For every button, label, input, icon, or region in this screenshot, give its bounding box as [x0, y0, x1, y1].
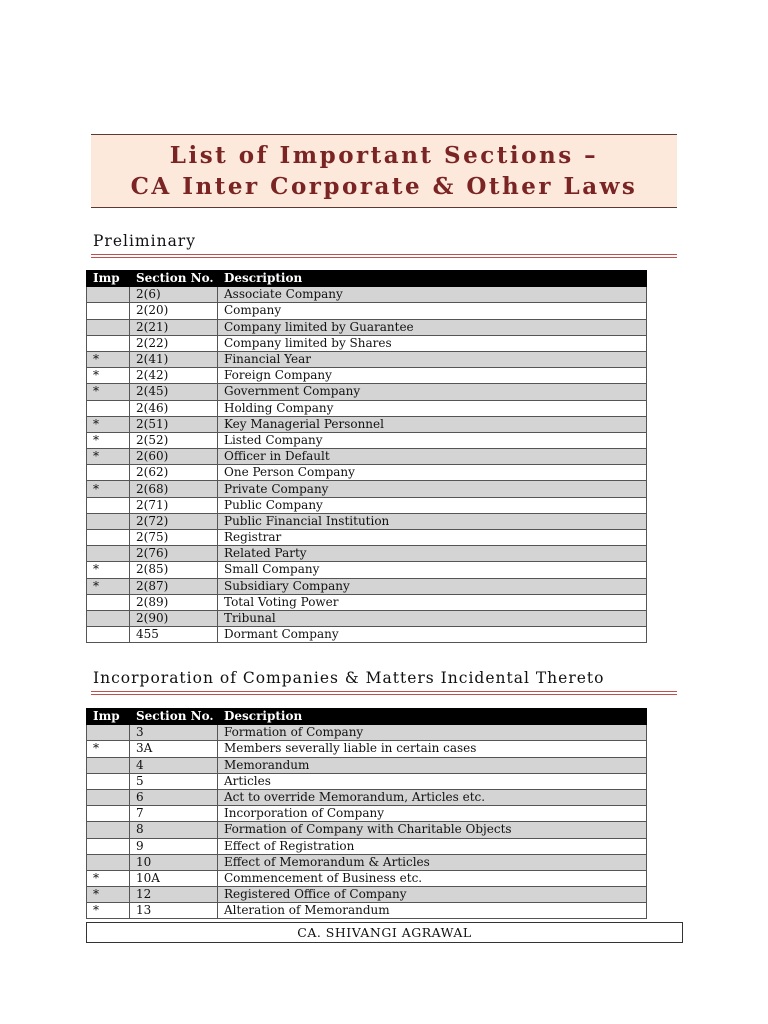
imp-cell	[87, 854, 130, 870]
section-number-cell: 2(75)	[130, 530, 218, 546]
section-number-cell: 2(71)	[130, 497, 218, 513]
description-cell: Formation of Company with Charitable Objects	[218, 822, 647, 838]
description-cell: Key Managerial Personnel	[218, 416, 647, 432]
description-cell: Total Voting Power	[218, 594, 647, 610]
description-cell: Registrar	[218, 530, 647, 546]
table-row	[87, 384, 647, 400]
section-number-cell: 5	[130, 773, 218, 789]
table-row	[87, 725, 647, 741]
table-row	[87, 497, 647, 513]
description-cell: Incorporation of Company	[218, 806, 647, 822]
section-number-cell: 2(52)	[130, 432, 218, 448]
section-number-cell: 2(41)	[130, 351, 218, 367]
table-row	[87, 546, 647, 562]
description-cell: One Person Company	[218, 465, 647, 481]
section-number-cell: 455	[130, 627, 218, 643]
description-cell: Foreign Company	[218, 368, 647, 384]
table-row	[87, 773, 647, 789]
sections-table-incorporation	[86, 708, 647, 919]
column-header-section: Section No.	[130, 271, 218, 287]
column-header-description: Description	[218, 271, 647, 287]
section-number-cell: 2(60)	[130, 449, 218, 465]
description-cell: Formation of Company	[218, 725, 647, 741]
author-footer: CA. SHIVANGI AGRAWAL	[86, 922, 683, 943]
table-header-row	[87, 709, 647, 725]
description-cell: Dormant Company	[218, 627, 647, 643]
imp-cell	[87, 725, 130, 741]
table-row	[87, 513, 647, 529]
section-number-cell: 2(21)	[130, 319, 218, 335]
section-number-cell: 2(90)	[130, 610, 218, 626]
section-number-cell: 6	[130, 789, 218, 805]
table-row	[87, 319, 647, 335]
page-title-line-2: CA Inter Corporate & Other Laws	[130, 173, 638, 200]
description-cell: Subsidiary Company	[218, 578, 647, 594]
section-number-cell: 3	[130, 725, 218, 741]
section-number-cell: 2(22)	[130, 335, 218, 351]
imp-cell	[87, 838, 130, 854]
description-cell: Government Company	[218, 384, 647, 400]
imp-cell	[87, 287, 130, 303]
description-cell: Company	[218, 303, 647, 319]
description-cell: Memorandum	[218, 757, 647, 773]
imp-cell: *	[87, 481, 130, 497]
description-cell: Effect of Registration	[218, 838, 647, 854]
section-number-cell: 4	[130, 757, 218, 773]
section-number-cell: 2(51)	[130, 416, 218, 432]
imp-cell	[87, 610, 130, 626]
imp-cell	[87, 513, 130, 529]
description-cell: Related Party	[218, 546, 647, 562]
imp-cell: *	[87, 870, 130, 886]
section-number-cell: 2(6)	[130, 287, 218, 303]
section-number-cell: 10	[130, 854, 218, 870]
table-row	[87, 562, 647, 578]
table-row	[87, 854, 647, 870]
description-cell: Alteration of Memorandum	[218, 903, 647, 919]
table-row	[87, 903, 647, 919]
imp-cell: *	[87, 741, 130, 757]
table-row	[87, 400, 647, 416]
section-number-cell: 2(87)	[130, 578, 218, 594]
description-cell: Private Company	[218, 481, 647, 497]
description-cell: Company limited by Shares	[218, 335, 647, 351]
section-number-cell: 2(45)	[130, 384, 218, 400]
description-cell: Public Company	[218, 497, 647, 513]
imp-cell	[87, 530, 130, 546]
section-number-cell: 2(76)	[130, 546, 218, 562]
table-row	[87, 416, 647, 432]
imp-cell: *	[87, 578, 130, 594]
imp-cell	[87, 546, 130, 562]
section-divider	[91, 691, 677, 695]
section-number-cell: 2(89)	[130, 594, 218, 610]
imp-cell	[87, 757, 130, 773]
section-number-cell: 2(20)	[130, 303, 218, 319]
description-cell: Listed Company	[218, 432, 647, 448]
table-header-row	[87, 271, 647, 287]
table-row	[87, 335, 647, 351]
section-number-cell: 2(62)	[130, 465, 218, 481]
table-row	[87, 287, 647, 303]
description-cell: Effect of Memorandum & Articles	[218, 854, 647, 870]
imp-cell: *	[87, 903, 130, 919]
description-cell: Officer in Default	[218, 449, 647, 465]
table-row	[87, 806, 647, 822]
description-cell: Holding Company	[218, 400, 647, 416]
column-header-section: Section No.	[130, 709, 218, 725]
table-row	[87, 530, 647, 546]
section-number-cell: 8	[130, 822, 218, 838]
section-number-cell: 10A	[130, 870, 218, 886]
imp-cell	[87, 594, 130, 610]
section-number-cell: 2(68)	[130, 481, 218, 497]
table-row	[87, 594, 647, 610]
imp-cell: *	[87, 432, 130, 448]
sections-table-preliminary	[86, 270, 647, 643]
table-row	[87, 368, 647, 384]
imp-cell	[87, 319, 130, 335]
imp-cell	[87, 627, 130, 643]
imp-cell	[87, 303, 130, 319]
imp-cell	[87, 465, 130, 481]
table-row	[87, 627, 647, 643]
imp-cell	[87, 773, 130, 789]
imp-cell	[87, 497, 130, 513]
table-row	[87, 578, 647, 594]
imp-cell: *	[87, 351, 130, 367]
section-heading-preliminary: Preliminary	[93, 232, 196, 250]
section-number-cell: 9	[130, 838, 218, 854]
table-row	[87, 432, 647, 448]
section-number-cell: 2(72)	[130, 513, 218, 529]
imp-cell: *	[87, 368, 130, 384]
page-title-line-1: List of Important Sections –	[169, 142, 599, 169]
column-header-imp: Imp	[87, 271, 130, 287]
imp-cell: *	[87, 562, 130, 578]
table-row	[87, 741, 647, 757]
table-row	[87, 789, 647, 805]
description-cell: Associate Company	[218, 287, 647, 303]
section-number-cell: 7	[130, 806, 218, 822]
section-number-cell: 12	[130, 887, 218, 903]
table-row	[87, 610, 647, 626]
description-cell: Financial Year	[218, 351, 647, 367]
table-row	[87, 870, 647, 886]
table-row	[87, 303, 647, 319]
description-cell: Tribunal	[218, 610, 647, 626]
imp-cell: *	[87, 449, 130, 465]
imp-cell: *	[87, 384, 130, 400]
title-banner	[91, 134, 677, 208]
imp-cell	[87, 400, 130, 416]
description-cell: Articles	[218, 773, 647, 789]
column-header-description: Description	[218, 709, 647, 725]
imp-cell: *	[87, 887, 130, 903]
table-row	[87, 481, 647, 497]
table-row	[87, 351, 647, 367]
description-cell: Public Financial Institution	[218, 513, 647, 529]
section-divider	[91, 254, 677, 258]
table-row	[87, 465, 647, 481]
section-number-cell: 2(42)	[130, 368, 218, 384]
table-row	[87, 887, 647, 903]
section-number-cell: 2(85)	[130, 562, 218, 578]
description-cell: Act to override Memorandum, Articles etc.	[218, 789, 647, 805]
description-cell: Registered Office of Company	[218, 887, 647, 903]
table-row	[87, 757, 647, 773]
imp-cell	[87, 806, 130, 822]
description-cell: Commencement of Business etc.	[218, 870, 647, 886]
imp-cell	[87, 335, 130, 351]
description-cell: Small Company	[218, 562, 647, 578]
description-cell: Company limited by Guarantee	[218, 319, 647, 335]
table-row	[87, 822, 647, 838]
column-header-imp: Imp	[87, 709, 130, 725]
imp-cell: *	[87, 416, 130, 432]
section-number-cell: 2(46)	[130, 400, 218, 416]
imp-cell	[87, 822, 130, 838]
section-number-cell: 3A	[130, 741, 218, 757]
section-heading-incorporation: Incorporation of Companies & Matters Incidental Thereto	[93, 669, 605, 687]
table-row	[87, 449, 647, 465]
imp-cell	[87, 789, 130, 805]
description-cell: Members severally liable in certain cases	[218, 741, 647, 757]
table-row	[87, 838, 647, 854]
section-number-cell: 13	[130, 903, 218, 919]
